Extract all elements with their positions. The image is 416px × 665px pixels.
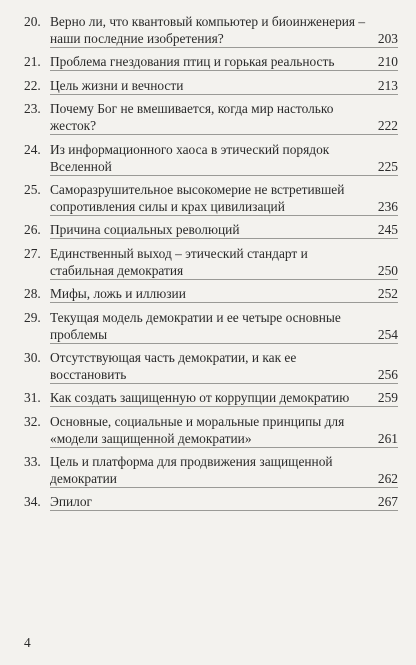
entry-title: Отсутствующая часть демократии, и как ее восстановить xyxy=(50,349,297,382)
toc-entry xyxy=(24,349,398,384)
entry-title: Эпилог xyxy=(50,494,93,510)
entry-page: 225 xyxy=(377,158,398,174)
entry-page: 210 xyxy=(377,54,398,70)
entry-title: Текущая модель демократии и ее четыре основные проблемы xyxy=(50,309,341,342)
toc-entry xyxy=(24,100,398,135)
toc-entry xyxy=(24,309,398,344)
entry-title: Саморазрушительное высокомерие не встретившей сопротивления силы и крах цивилизаций xyxy=(50,181,345,214)
entry-number: 26. xyxy=(24,222,41,238)
entry-title: Почему Бог не вмешивается, когда мир настолько жесток? xyxy=(50,101,334,134)
toc-entry xyxy=(24,285,398,303)
entry-page: 245 xyxy=(377,222,398,238)
entry-title: Мифы, ложь и иллюзии xyxy=(50,286,186,302)
toc-entry xyxy=(24,77,398,95)
entry-number: 33. xyxy=(24,454,41,470)
page-number: 4 xyxy=(24,635,31,650)
entry-number: 27. xyxy=(24,245,41,261)
entry-number: 34. xyxy=(24,494,41,510)
entry-page: 259 xyxy=(377,390,398,406)
entry-title: Цель жизни и вечности xyxy=(50,77,184,93)
entry-number: 20. xyxy=(24,14,41,29)
entry-title: Причина социальных революций xyxy=(50,222,240,238)
entry-page: 203 xyxy=(377,31,398,46)
entry-title: Проблема гнездования птиц и горькая реальность xyxy=(50,54,335,70)
entry-page: 256 xyxy=(377,366,398,382)
entry-page: 261 xyxy=(377,430,398,446)
toc-entry xyxy=(24,245,398,280)
entry-number: 22. xyxy=(24,77,41,93)
entry-number: 25. xyxy=(24,181,41,197)
entry-page: 262 xyxy=(377,471,398,487)
entry-page: 236 xyxy=(377,198,398,214)
entry-title: Единственный выход – этический стандарт и стабильная демократия xyxy=(50,245,308,278)
toc-entry xyxy=(24,181,398,216)
entry-number: 24. xyxy=(24,141,41,157)
toc-entry xyxy=(24,141,398,176)
toc-entry xyxy=(24,453,398,488)
toc-entry xyxy=(24,13,398,48)
entry-page: 250 xyxy=(377,262,398,278)
toc-entry xyxy=(24,389,398,407)
entry-number: 32. xyxy=(24,413,41,429)
entry-title: Верно ли, что квантовый компьютер и биоинженерия – наши последние изобретения? xyxy=(50,14,366,46)
table-of-contents xyxy=(24,13,398,517)
entry-page: 252 xyxy=(377,286,398,302)
entry-number: 29. xyxy=(24,309,41,325)
entry-page: 213 xyxy=(377,77,398,93)
toc-entry xyxy=(24,53,398,71)
entry-title: Из информационного хаоса в этический порядок Вселенной xyxy=(50,141,330,174)
entry-page: 222 xyxy=(377,118,398,134)
entry-number: 28. xyxy=(24,286,41,302)
entry-number: 31. xyxy=(24,390,41,406)
entry-number: 21. xyxy=(24,54,41,70)
entry-title: Как создать защищенную от коррупции демократию xyxy=(50,390,350,406)
entry-title: Цель и платформа для продвижения защищенной демократии xyxy=(50,454,333,487)
entry-page: 267 xyxy=(377,494,398,510)
entry-number: 30. xyxy=(24,349,41,365)
toc-entry xyxy=(24,493,398,511)
toc-entry xyxy=(24,413,398,448)
entry-number: 23. xyxy=(24,101,41,117)
entry-title: Основные, социальные и моральные принципы для «модели защищенной демократии» xyxy=(50,413,345,446)
toc-entry xyxy=(24,221,398,239)
entry-page: 254 xyxy=(377,326,398,342)
